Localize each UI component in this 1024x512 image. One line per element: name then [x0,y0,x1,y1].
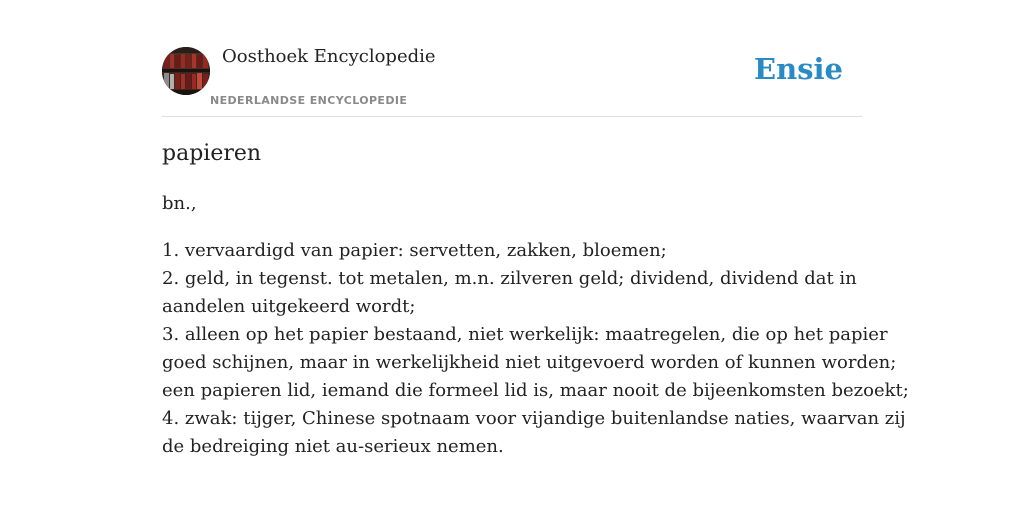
definition-line: 3. alleen op het papier bestaand, niet werkelijk: maatregelen, die op het papier [162,324,888,345]
bookshelf-logo-icon[interactable] [162,47,210,95]
definition-line: goed schijnen, maar in werkelijkheid niet uitgevoerd worden of kunnen worden; [162,352,897,373]
site-header [162,44,862,117]
entry-content [162,138,909,461]
ensie-brand-link[interactable]: Ensie [754,52,843,86]
site-title[interactable]: Oosthoek Encyclopedie [222,46,436,67]
part-of-speech: bn., [162,193,197,214]
definition-line: een papieren lid, iemand die formeel lid is, maar nooit de bijeenkomsten bezoekt; [162,380,909,401]
definition-line: 4. zwak: tijger, Chinese spotnaam voor vijandige buitenlandse naties, waarvan zij [162,408,906,429]
entry-title: papieren [162,141,262,166]
definition-line: 2. geld, in tegenst. tot metalen, m.n. zilveren geld; dividend, dividend dat in [162,268,857,289]
definition-text [162,237,909,461]
definition-line: 1. vervaardigd van papier: servetten, zakken, bloemen; [162,240,667,261]
site-subtitle: NEDERLANDSE ENCYCLOPEDIE [210,94,408,107]
definition-line: aandelen uitgekeerd wordt; [162,296,416,317]
definition-line: de bedreiging niet au-serieux nemen. [162,436,504,457]
